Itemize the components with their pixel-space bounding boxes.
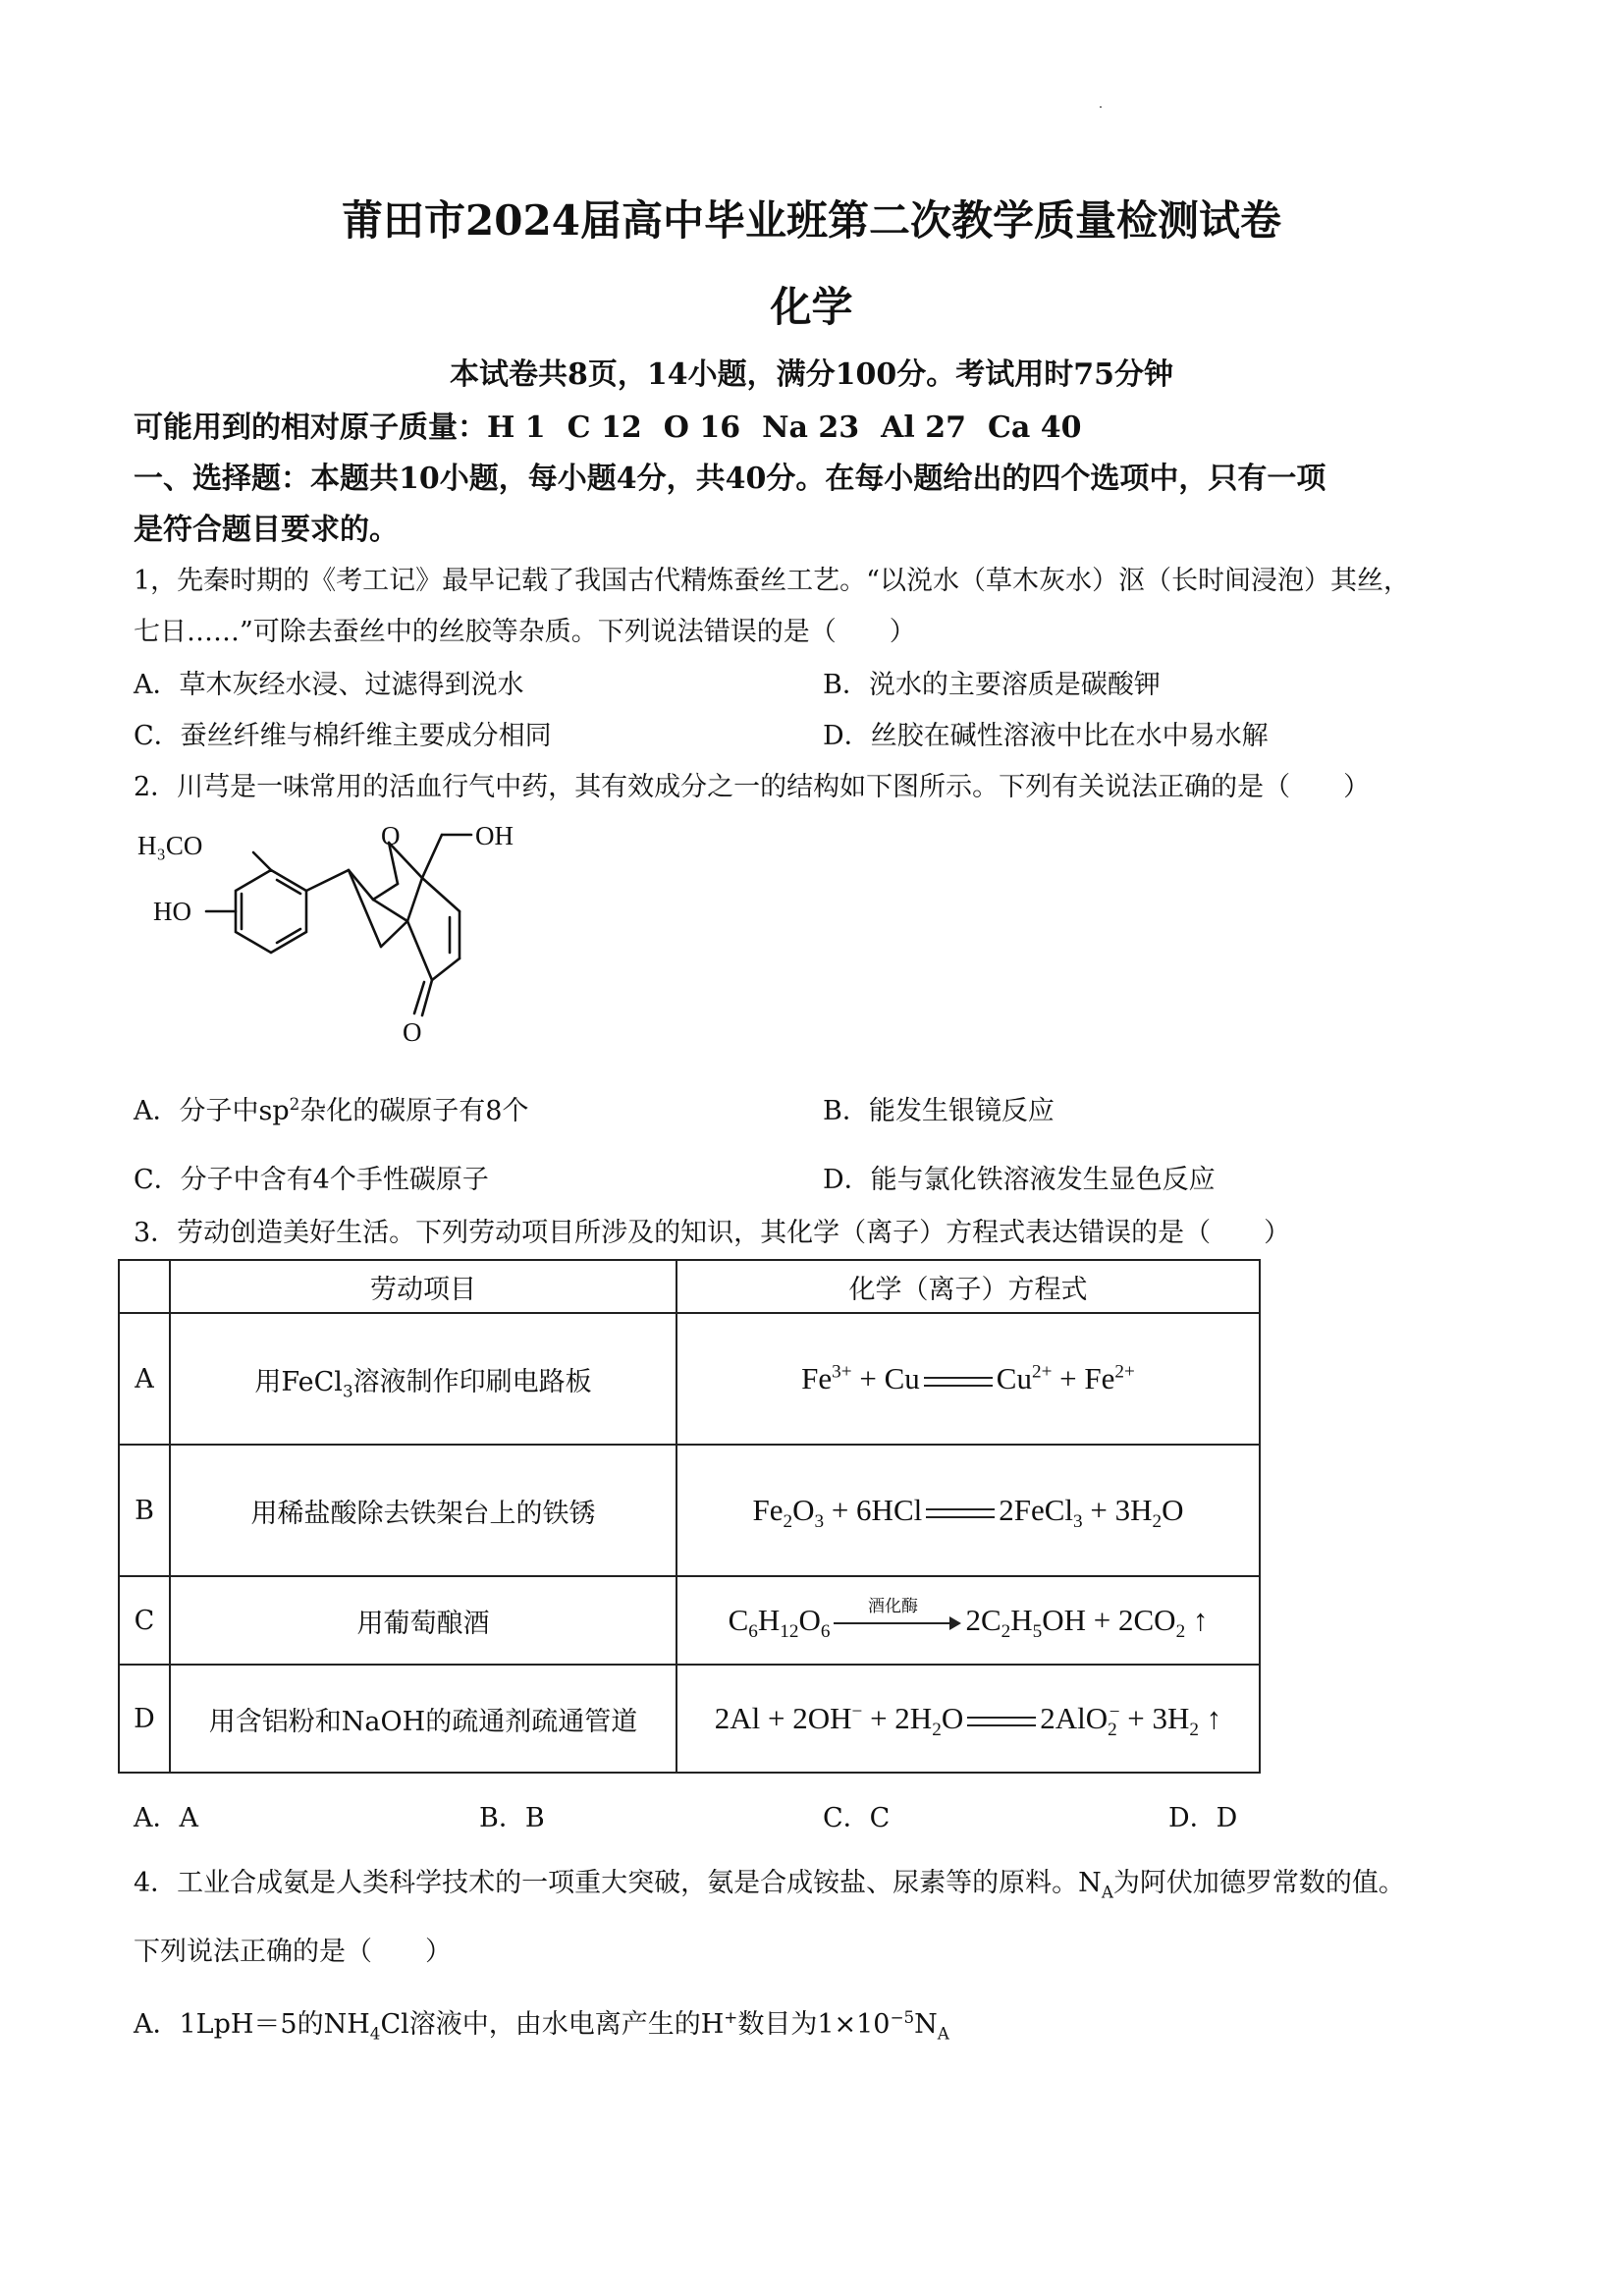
q1-stem-line2: 七日……”可除去蚕丝中的丝胶等杂质。下列说法错误的是（ ） (134, 617, 916, 647)
row-project: 用含铝粉和NaOH的疏通剂疏通管道 (170, 1665, 676, 1773)
row-key: B (119, 1445, 170, 1576)
q4-a-sub-1: 4 (369, 2023, 381, 2044)
q2-option-c[interactable]: C．分子中含有4个手性碳原子 (134, 1165, 489, 1195)
project-a-subscript: 3 (342, 1380, 353, 1400)
atomic-mass-o: O 16 (663, 410, 741, 445)
table-row (119, 1665, 1260, 1773)
atomic-mass-h: H 1 (487, 410, 546, 445)
equation-a: $Fe^{3+} + Cu$ $Cu^{2+} + Fe^{2+}$ (676, 1313, 1260, 1445)
row-key: D (119, 1665, 170, 1773)
q4-line1-subscript: A (1101, 1882, 1113, 1902)
q4-stem-line2: 下列说法正确的是（ ） (134, 1937, 452, 1967)
q4-line1-text-1: 4．工业合成氨是人类科学技术的一项重大突破，氨是合成铵盐、尿素等的原料。N (134, 1868, 1102, 1898)
q3-option-c[interactable]: C．C (823, 1803, 891, 1833)
q2-stem: 2．川芎是一味常用的活血行气中药，其有效成分之一的结构如下图所示。下列有关说法正确的是（ ） (134, 772, 1371, 802)
equation-c: $C_6H_{12}O_6$ 酒化酶 $2C_2H_5OH + 2CO_2$ ↑ (676, 1576, 1260, 1665)
table-row (119, 1313, 1260, 1445)
q3-stem: 3．劳动创造美好生活。下列劳动项目所涉及的知识，其化学（离子）方程式表达错误的是（ ） (134, 1218, 1291, 1248)
row-key: A (119, 1313, 170, 1445)
q2-option-d[interactable]: D．能与氯化铁溶液发生显色反应 (823, 1165, 1216, 1195)
labor-equation-table (118, 1259, 1261, 1774)
q4-stem-line1 (134, 1868, 1405, 1902)
q4-a-text-1: A．1LpH＝5的NH (134, 2009, 370, 2040)
bridge-oxygen-label: O (381, 823, 401, 850)
q4-a-sup-2: −5 (890, 2007, 915, 2027)
row-project: 用葡萄酿酒 (170, 1576, 676, 1665)
q3-option-d[interactable]: D．D (1168, 1803, 1238, 1833)
table-row (119, 1445, 1260, 1576)
ketone-oxygen-label: O (403, 1017, 422, 1047)
q4-option-a[interactable] (134, 2007, 949, 2044)
q4-a-sup-1: + (724, 2007, 738, 2027)
q1-stem-line1: 1，先秦时期的《考工记》最早记载了我国古代精炼蚕丝工艺。“以涚水（草木灰水）沤（长时间浸泡）其丝， (134, 566, 1410, 596)
row-project: 用稀盐酸除去铁架台上的铁锈 (170, 1445, 676, 1576)
reaction-arrow (834, 1596, 961, 1633)
table-header-row (119, 1260, 1260, 1313)
atomic-mass-ca: Ca 40 (988, 410, 1082, 445)
q3-option-a[interactable]: A．A (134, 1803, 198, 1833)
row-project (170, 1313, 676, 1445)
methoxy-label: H₃CO (137, 831, 203, 860)
reaction-condition: 酒化酶 (867, 1596, 918, 1616)
project-a-text-1: 用FeCl (254, 1366, 343, 1397)
atomic-mass-line (134, 410, 1082, 446)
ch2oh-label: OH (475, 823, 514, 850)
project-a-text-2: 溶液制作印刷电路板 (352, 1366, 592, 1397)
section-heading-1: 一、选择题：本题共10小题，每小题4分，共40分。在每小题给出的四个选项中，只有一项 (134, 462, 1326, 496)
header-blank-cell (119, 1260, 170, 1313)
section-heading-2: 是符合题目要求的。 (134, 513, 399, 547)
atomic-mass-al: Al 27 (881, 410, 967, 445)
q4-line1-text-2: 为阿伏加德罗常数的值。 (1112, 1868, 1405, 1898)
q2-option-b[interactable]: B．能发生银镜反应 (823, 1096, 1055, 1126)
q3-option-b[interactable]: B．B (479, 1803, 545, 1833)
equation-b: $Fe_2O_3 + 6HCl$ 2FeCl$_3$ + $3H_2O$ (676, 1445, 1260, 1576)
q1-option-b[interactable]: B．涚水的主要溶质是碳酸钾 (823, 670, 1161, 700)
q1-option-c[interactable]: C．蚕丝纤维与棉纤维主要成分相同 (134, 721, 552, 751)
equation-d: $2Al + 2OH^- + 2H_2O$ $2AlO_2^- + 3H_2$ ↑ (676, 1665, 1260, 1773)
table-row (119, 1576, 1260, 1665)
exam-info: 本试卷共8页，14小题，满分100分。考试用时75分钟 (450, 357, 1173, 392)
exam-title: 莆田市2024届高中毕业班第二次教学质量检测试卷 (342, 196, 1281, 245)
subject-title: 化学 (770, 283, 853, 331)
atomic-mass-na: Na 23 (762, 410, 860, 445)
header-labor-project: 劳动项目 (170, 1260, 676, 1313)
scan-speck (1100, 106, 1102, 108)
q4-a-sub-2: A (937, 2023, 949, 2044)
q2-a-text-1: A．分子中sp (134, 1096, 290, 1126)
atomic-mass-c: C 12 (567, 410, 642, 445)
chuanxiong-molecule-structure (137, 823, 589, 1068)
hydroxy-label: HO (153, 897, 191, 926)
q2-a-superscript: 2 (289, 1094, 300, 1114)
row-key: C (119, 1576, 170, 1665)
q2-a-text-2: 杂化的碳原子有8个 (299, 1096, 529, 1126)
q1-option-d[interactable]: D．丝胶在碱性溶液中比在水中易水解 (823, 721, 1269, 751)
header-equation: 化学（离子）方程式 (676, 1260, 1260, 1313)
q2-option-a[interactable] (134, 1096, 528, 1127)
q4-a-text-4: N (914, 2009, 938, 2040)
atomic-mass-label: 可能用到的相对原子质量： (134, 410, 487, 445)
q1-option-a[interactable]: A．草木灰经水浸、过滤得到涚水 (134, 670, 524, 700)
q4-a-text-3: 数目为1×10 (737, 2009, 891, 2040)
q4-a-text-2: Cl溶液中，由水电离产生的H (380, 2009, 725, 2040)
